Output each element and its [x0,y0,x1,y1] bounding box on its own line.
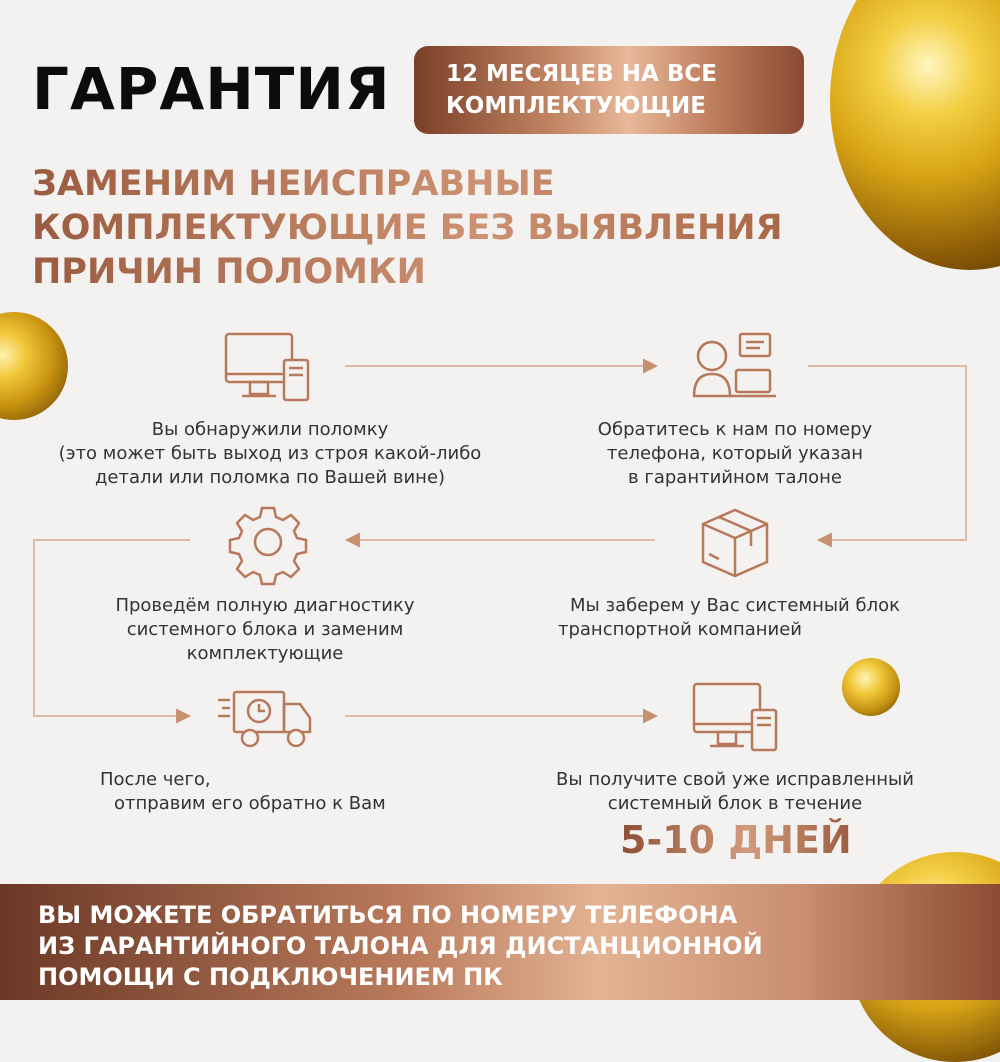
footer-text [38,900,763,993]
step-1-text [10,418,530,490]
badge-line-2: КОМПЛЕКТУЮЩИЕ [446,93,706,119]
subtitle-line-1: ЗАМЕНИМ НЕИСПРАВНЫЕ [32,164,555,204]
footer-line-3: ПОМОЩИ С ПОДКЛЮЧЕНИЕМ ПК [38,963,503,991]
step-4-line-3: комплектующие [186,643,344,664]
delivery-truck-icon [216,684,316,754]
step-4-text [55,594,475,666]
box-icon [695,502,775,582]
step-1-line-2: (это может быть выход из строя какой-либо [58,443,482,464]
page-title: ГАРАНТИЯ [32,55,391,123]
step-3-line-2: транспортной компанией [557,619,802,640]
step-3-text [520,594,950,642]
step-4-line-1: Проведём полную диагностику [115,595,415,616]
step-5-line-1: После чего, [100,769,211,790]
step-5-text [100,768,430,816]
subtitle-line-3: ПРИЧИН ПОЛОМКИ [32,252,426,292]
step-5-line-2: отправим его обратно к Вам [114,793,386,814]
step-3-line-1: Мы заберем у Вас системный блок [570,595,900,616]
badge-line-1: 12 МЕСЯЦЕВ НА ВСЕ [446,61,717,87]
support-operator-icon [690,330,790,410]
delivery-time: 5-10 ДНЕЙ [620,818,852,862]
step-2-line-1: Обратитесь к нам по номеру [597,419,873,440]
footer-line-2: ИЗ ГАРАНТИЙНОГО ТАЛОНА ДЛЯ ДИСТАНЦИОННОЙ [38,932,763,960]
step-6-text [520,768,950,816]
step-6-line-1: Вы получите свой уже исправленный [556,769,914,790]
subtitle-line-2: КОМПЛЕКТУЮЩИЕ БЕЗ ВЫЯВЛЕНИЯ [32,208,783,248]
computer-icon [690,680,790,760]
step-2-line-2: телефона, который указан [606,443,864,464]
computer-icon [222,330,322,410]
footer-line-1: ВЫ МОЖЕТЕ ОБРАТИТЬСЯ ПО НОМЕРУ ТЕЛЕФОНА [38,901,738,929]
step-2-text [535,418,935,490]
step-2-line-3: в гарантийном талоне [628,467,842,488]
step-1-line-3: детали или поломка по Вашей вине) [94,467,446,488]
gear-icon [228,502,308,582]
step-4-line-2: системного блока и заменим [126,619,404,640]
step-1-line-1: Вы обнаружили поломку [151,419,389,440]
step-6-line-2: системный блок в течение [607,793,863,814]
